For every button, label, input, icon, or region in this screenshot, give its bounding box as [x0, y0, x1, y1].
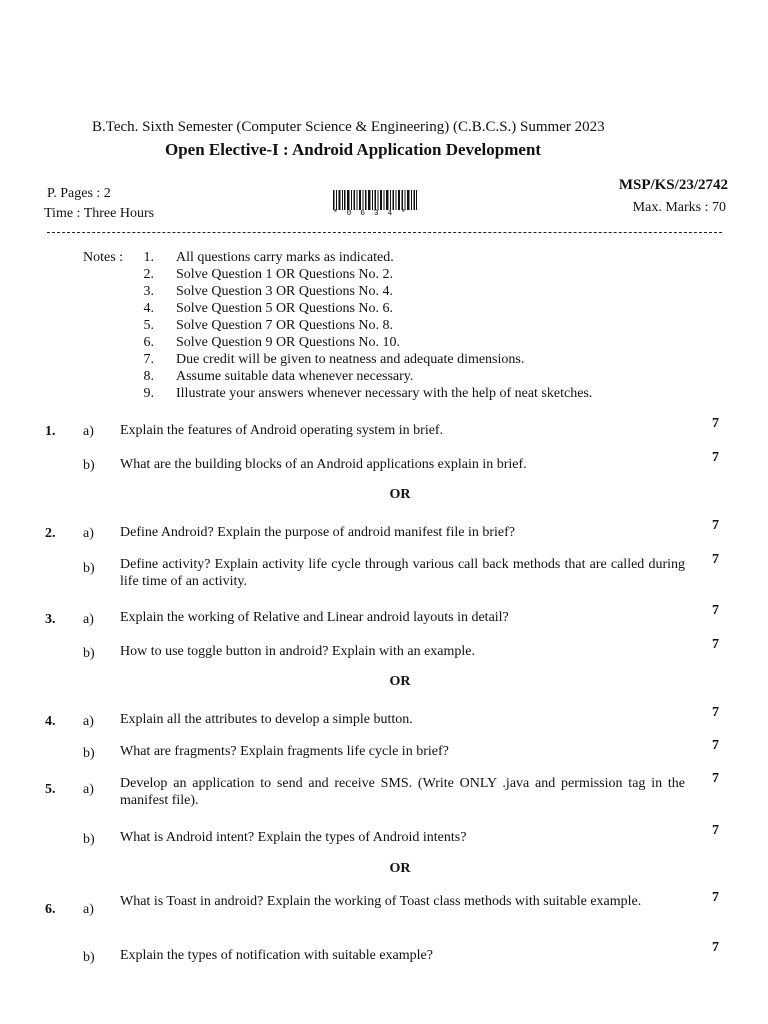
note-number: 9.: [143, 386, 154, 401]
question-text: Develop an application to send and receive SMS. (Write ONLY .java and permission tag in the manifest file).: [120, 776, 685, 808]
barcode-icon: [333, 190, 417, 210]
note-number: 2.: [143, 267, 154, 282]
marks: 7: [712, 518, 719, 533]
note-text: Assume suitable data whenever necessary.: [176, 369, 414, 384]
note-text: Due credit will be given to neatness and adequate dimensions.: [176, 352, 525, 367]
marks: 7: [712, 450, 719, 465]
question-text: Explain the types of notification with suitable example?: [120, 948, 433, 963]
exam-title: B.Tech. Sixth Semester (Computer Science & Engineering) (C.B.C.S.) Summer 2023: [92, 119, 605, 135]
part-label: a): [83, 714, 94, 729]
marks: 7: [712, 416, 719, 431]
question-text: What is Android intent? Explain the types of Android intents?: [120, 830, 467, 845]
note-text: Solve Question 3 OR Questions No. 4.: [176, 284, 393, 299]
marks: 7: [712, 637, 719, 652]
page-count: P. Pages : 2: [47, 186, 111, 201]
part-label: b): [83, 561, 95, 576]
part-label: a): [83, 424, 94, 439]
marks: 7: [712, 823, 719, 838]
note-number: 5.: [143, 318, 154, 333]
notes-label: Notes :: [83, 250, 124, 265]
subject-title: Open Elective-I : Android Application Development: [165, 140, 542, 159]
marks: 7: [712, 603, 719, 618]
question-number: 4.: [45, 714, 56, 729]
note-text: Solve Question 7 OR Questions No. 8.: [176, 318, 393, 333]
note-text: Illustrate your answers whenever necessary with the help of neat sketches.: [176, 386, 593, 401]
part-label: a): [83, 902, 94, 917]
note-text: Solve Question 1 OR Questions No. 2.: [176, 267, 393, 282]
part-label: b): [83, 746, 95, 761]
part-label: b): [83, 832, 95, 847]
note-number: 7.: [143, 352, 154, 367]
note-number: 3.: [143, 284, 154, 299]
marks: 7: [712, 705, 719, 720]
part-label: b): [83, 950, 95, 965]
note-number: 4.: [143, 301, 154, 316]
part-label: b): [83, 646, 95, 661]
exam-duration: Time : Three Hours: [44, 206, 155, 221]
question-text: Explain all the attributes to develop a simple button.: [120, 712, 413, 727]
header-divider: [47, 232, 722, 233]
question-number: 3.: [45, 612, 56, 627]
question-text: What are fragments? Explain fragments life cycle in brief?: [120, 744, 449, 759]
marks: 7: [712, 738, 719, 753]
paper-code: MSP/KS/23/2742: [618, 177, 728, 193]
note-number: 1.: [143, 250, 154, 265]
part-label: a): [83, 612, 94, 627]
question-text: Explain the features of Android operating system in brief.: [120, 423, 444, 438]
note-number: 6.: [143, 335, 154, 350]
note-text: Solve Question 5 OR Questions No. 6.: [176, 301, 393, 316]
marks: 7: [712, 771, 719, 786]
question-text: Explain the working of Relative and Linear android layouts in detail?: [120, 610, 509, 625]
question-text: What is Toast in android? Explain the working of Toast class methods with suitable example.: [120, 894, 642, 909]
note-text: All questions carry marks as indicated.: [176, 250, 394, 265]
question-text: Define Android? Explain the purpose of android manifest file in brief?: [120, 525, 515, 540]
marks: 7: [712, 940, 719, 955]
marks: 7: [712, 552, 719, 567]
barcode-number: * 0 6 3 4 *: [333, 209, 408, 218]
question-number: 5.: [45, 782, 56, 797]
question-number: 1.: [45, 424, 56, 439]
part-label: a): [83, 526, 94, 541]
or-separator: OR: [389, 487, 411, 502]
note-number: 8.: [143, 369, 154, 384]
or-separator: OR: [389, 861, 411, 876]
part-label: b): [83, 458, 95, 473]
or-separator: OR: [389, 674, 411, 689]
question-text: Define activity? Explain activity life cycle through various call back methods that are called during life time of an activity.: [120, 557, 685, 589]
question-number: 2.: [45, 526, 56, 541]
question-text: How to use toggle button in android? Explain with an example.: [120, 644, 475, 659]
note-text: Solve Question 9 OR Questions No. 10.: [176, 335, 400, 350]
question-text: What are the building blocks of an Android applications explain in brief.: [120, 457, 527, 472]
question-number: 6.: [45, 902, 56, 917]
marks: 7: [712, 890, 719, 905]
part-label: a): [83, 782, 94, 797]
max-marks: Max. Marks : 70: [632, 200, 726, 215]
